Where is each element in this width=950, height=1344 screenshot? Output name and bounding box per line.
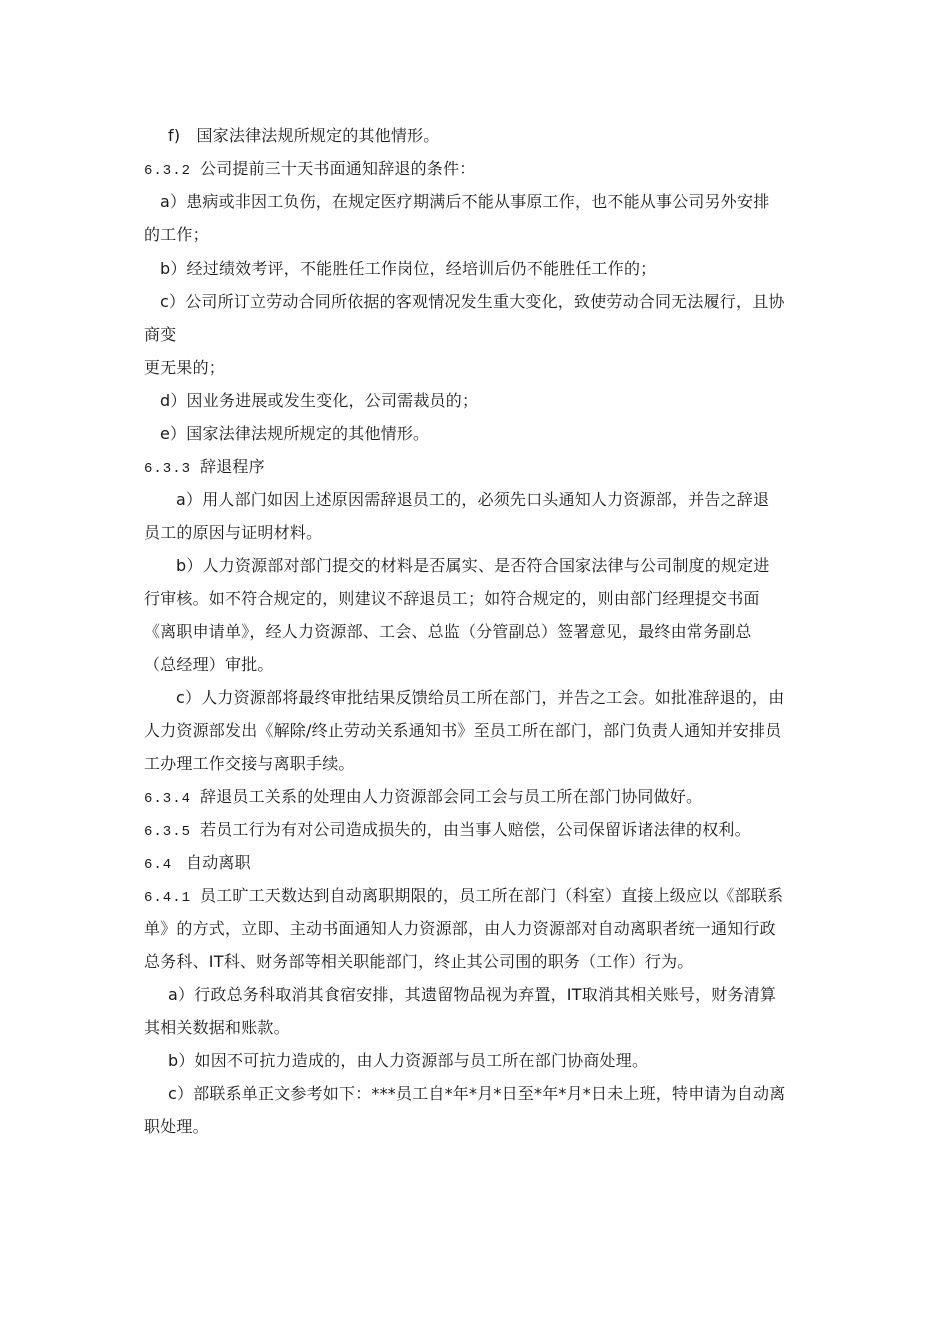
text-line: e）国家法律法规所规定的其他情形。: [160, 424, 430, 443]
text-line: b）如因不可抗力造成的，由人力资源部与员工所在部门协商处理。: [168, 1051, 649, 1070]
text-line: d）因业务进展或发生变化，公司需裁员的；: [160, 391, 479, 410]
text-line: 员工的原因与证明材料。: [144, 523, 323, 542]
section-number: 6.4.1: [144, 890, 192, 906]
text-line: 单》的方式，立即、主动书面通知人力资源部，由人力资源部对自动离职者统一通知行政: [144, 919, 776, 938]
section-heading: 6.4 自动离职: [144, 852, 814, 876]
section-number: 6.3.4: [144, 791, 192, 807]
text-line: 总务科、IT科、财务部等相关职能部门，终止其公司围的职务（工作）行为。: [144, 952, 694, 971]
text-line: 商变: [144, 325, 177, 344]
section-heading: 6.3.3 辞退程序: [144, 456, 814, 480]
text-line: 的工作；: [144, 225, 209, 244]
text-line: 职处理。: [144, 1117, 209, 1136]
section-number: 6.3.2: [144, 163, 192, 179]
text-line: a）行政总务科取消其食宿安排，其遗留物品视为弃置，IT取消其相关账号，财务清算: [168, 985, 777, 1004]
text-line: 更无果的；: [144, 358, 226, 377]
section-number: 6.4: [144, 857, 173, 873]
text-line: c）部联系单正文参考如下：***员工自*年*月*日至*年*月*日未上班，特申请为自动离: [168, 1084, 786, 1103]
text-line: f) 国家法律法规所规定的其他情形。: [168, 126, 440, 145]
text-line: 行审核。如不符合规定的，则建议不辞退员工；如符合规定的，则由部门经理提交书面: [144, 589, 760, 608]
text-line: 《离职申请单》，经人力资源部、工会、总监（分管副总）签署意见，最终由常务副总: [144, 622, 752, 641]
text-line: b）人力资源部对部门提交的材料是否属实、是否符合国家法律与公司制度的规定进: [176, 556, 770, 575]
text-line: （总经理）审批。: [144, 655, 274, 674]
text-line: b）经过绩效考评，不能胜任工作岗位，经培训后仍不能胜任工作的；: [160, 259, 657, 278]
section-number: 6.3.5: [144, 824, 192, 840]
section-heading: 6.3.2 公司提前三十天书面通知辞退的条件：: [144, 158, 814, 182]
text-line: a）用人部门如因上述原因需辞退员工的，必须先口头通知人力资源部，并告之辞退: [176, 490, 770, 509]
text-line: 其相关数据和账款。: [144, 1018, 290, 1037]
text-line: 工办理工作交接与离职手续。: [144, 754, 355, 773]
text-line: c）公司所订立劳动合同所依据的客观情况发生重大变化，致使劳动合同无法履行，且协: [160, 292, 785, 311]
section-heading: 6.3.5 若员工行为有对公司造成损失的，由当事人赔偿，公司保留诉诸法律的权利。: [144, 819, 814, 843]
section-number: 6.3.3: [144, 461, 192, 477]
text-line: a）患病或非因工负伤，在规定医疗期满后不能从事原工作，也不能从事公司另外安排: [160, 192, 770, 211]
text-line: 人力资源部发出《解除/终止劳动关系通知书》至员工所在部门，部门负责人通知并安排员: [144, 721, 782, 740]
section-heading: 6.3.4 辞退员工关系的处理由人力资源部会同工会与员工所在部门协同做好。: [144, 786, 814, 810]
text-line: c）人力资源部将最终审批结果反馈给员工所在部门，并告之工会。如批准辞退的，由: [176, 688, 785, 707]
section-heading: 6.4.1 员工旷工天数达到自动离职期限的，员工所在部门（科室）直接上级应以《部联系: [144, 885, 814, 909]
